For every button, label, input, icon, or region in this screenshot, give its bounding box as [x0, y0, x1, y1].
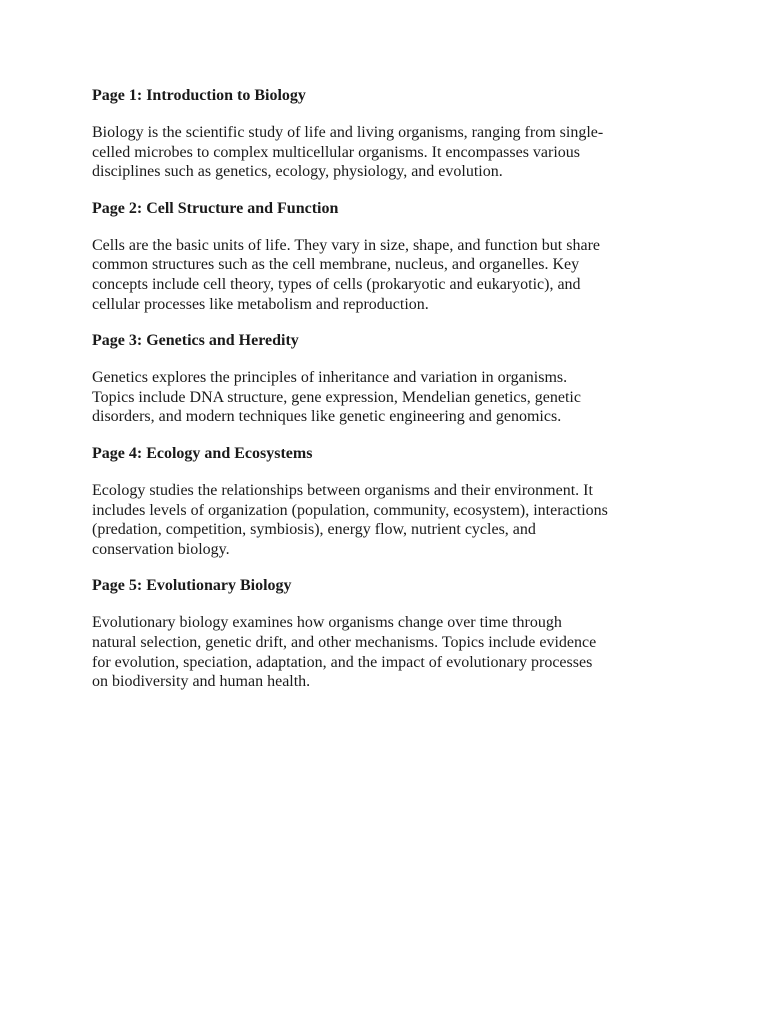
- section-cell-structure: [92, 199, 692, 314]
- section-ecology: [92, 444, 692, 559]
- section-paragraph: [92, 123, 692, 182]
- paragraph-line: conservation biology.: [92, 540, 230, 558]
- section-genetics: [92, 331, 692, 427]
- paragraph-line: common structures such as the cell membrane, nucleus, and organelles. Key: [92, 256, 580, 274]
- section-heading: Page 4: Ecology and Ecosystems: [92, 444, 313, 462]
- paragraph-line: Cells are the basic units of life. They vary in size, shape, and function but share: [92, 236, 600, 254]
- section-paragraph: [92, 368, 692, 427]
- paragraph-line: cellular processes like metabolism and reproduction.: [92, 295, 429, 313]
- paragraph-line: Ecology studies the relationships between organisms and their environment. It: [92, 481, 593, 499]
- section-paragraph: [92, 236, 692, 314]
- document-page: [92, 86, 692, 709]
- section-heading: Page 2: Cell Structure and Function: [92, 199, 339, 217]
- paragraph-line: natural selection, genetic drift, and other mechanisms. Topics include evidence: [92, 633, 597, 651]
- paragraph-line: on biodiversity and human health.: [92, 673, 311, 691]
- paragraph-line: Biology is the scientific study of life and living organisms, ranging from single-: [92, 124, 604, 141]
- section-introduction: [92, 86, 692, 182]
- section-heading: Page 1: Introduction to Biology: [92, 87, 306, 104]
- paragraph-line: Genetics explores the principles of inheritance and variation in organisms.: [92, 369, 568, 387]
- section-paragraph: [92, 481, 692, 559]
- section-heading: Page 5: Evolutionary Biology: [92, 577, 292, 595]
- section-evolution: [92, 576, 692, 691]
- paragraph-line: (predation, competition, symbiosis), energy flow, nutrient cycles, and: [92, 521, 536, 539]
- paragraph-line: disorders, and modern techniques like genetic engineering and genomics.: [92, 408, 562, 426]
- paragraph-line: Topics include DNA structure, gene expression, Mendelian genetics, genetic: [92, 388, 581, 406]
- paragraph-line: celled microbes to complex multicellular organisms. It encompasses various: [92, 143, 581, 161]
- paragraph-line: Evolutionary biology examines how organisms change over time through: [92, 614, 562, 632]
- paragraph-line: disciplines such as genetics, ecology, physiology, and evolution.: [92, 163, 503, 181]
- paragraph-line: for evolution, speciation, adaptation, and the impact of evolutionary processes: [92, 653, 593, 671]
- section-heading: Page 3: Genetics and Heredity: [92, 332, 299, 350]
- paragraph-line: concepts include cell theory, types of cells (prokaryotic and eukaryotic), and: [92, 275, 581, 293]
- paragraph-line: includes levels of organization (population, community, ecosystem), interactions: [92, 501, 608, 519]
- section-paragraph: [92, 613, 692, 691]
